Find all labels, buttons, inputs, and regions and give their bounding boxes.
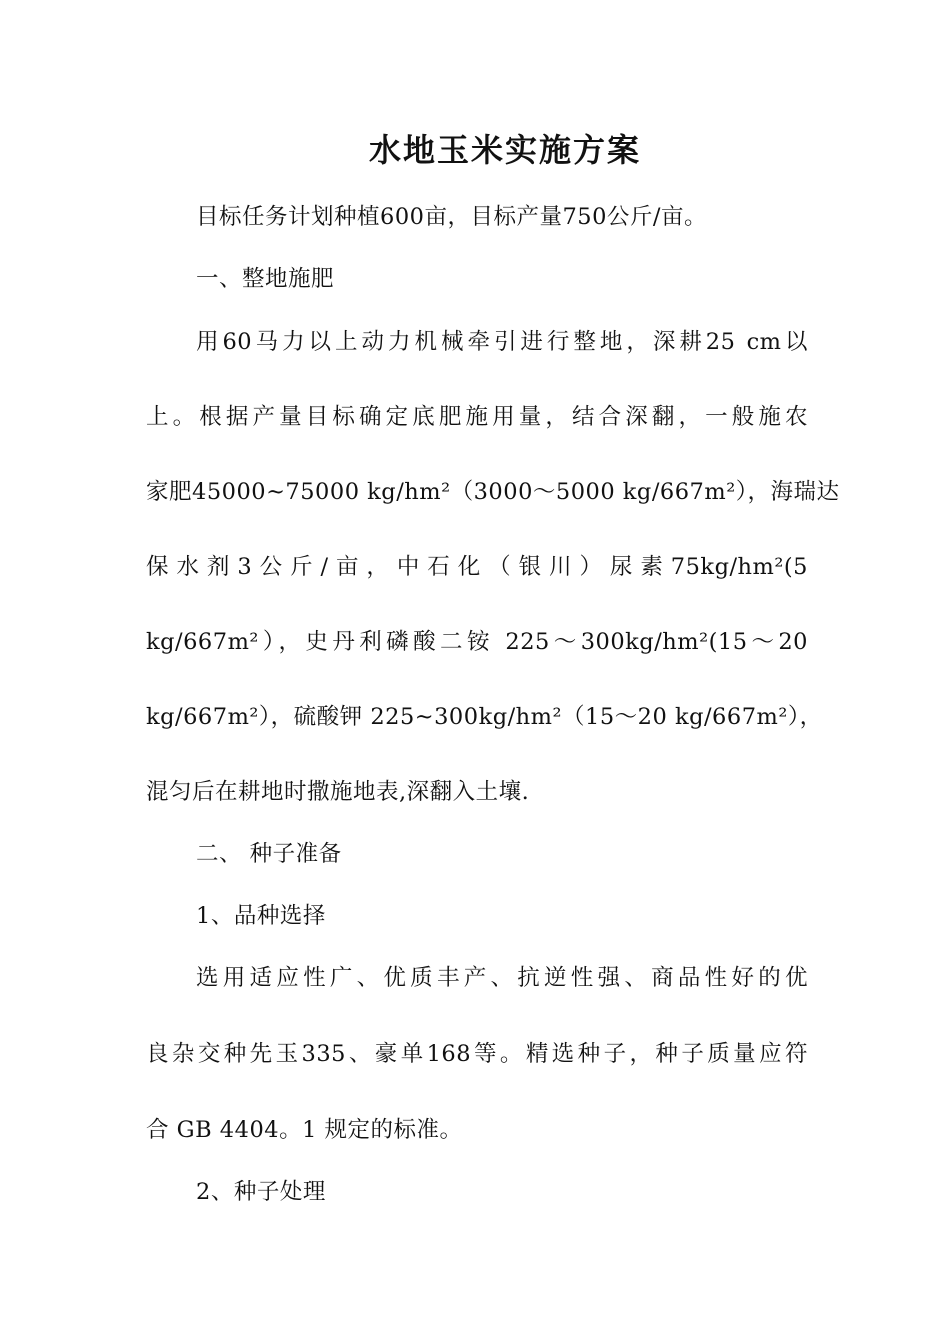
paragraph-line: 用60马力以上动力机械牵引进行整地，深耕25 cm以 xyxy=(196,329,808,355)
paragraph-line: kg/667m²），史丹利磷酸二铵 225～300kg/hm²(15～20 xyxy=(146,629,808,655)
document-title: 水地玉米实施方案 xyxy=(368,131,641,169)
paragraph-line: 家肥45000~75000 kg/hm²（3000～5000 kg/667m²），海瑞达 xyxy=(146,479,840,505)
section-heading-soil-fertilization: 一、整地施肥 xyxy=(196,266,335,292)
paragraph-line: kg/667m²），硫酸钾 225~300kg/hm²（15～20 kg/667m²）， xyxy=(146,704,823,730)
paragraph-line: 保水剂3公斤/亩，中石化（银川）尿素75kg/hm²(5 xyxy=(146,554,808,580)
paragraph-line: 选用适应性广、优质丰产、抗逆性强、商品性好的优 xyxy=(196,965,808,991)
paragraph-line: 混匀后在耕地时撒施地表,深翻入土壤. xyxy=(146,779,530,805)
goal-paragraph: 目标任务计划种植600亩，目标产量750公斤/亩。 xyxy=(196,204,707,230)
paragraph-line: 合 GB 4404。1 规定的标准。 xyxy=(146,1117,463,1143)
paragraph-line: 上。根据产量目标确定底肥施用量，结合深翻，一般施农 xyxy=(146,404,808,430)
subsection-heading-variety-selection: 1、品种选择 xyxy=(196,903,326,929)
subsection-heading-seed-treatment: 2、种子处理 xyxy=(196,1179,326,1205)
paragraph-line: 良杂交种先玉335、豪单168等。精选种子，种子质量应符 xyxy=(146,1041,808,1067)
section-heading-seed-preparation: 二、 种子准备 xyxy=(196,841,342,867)
